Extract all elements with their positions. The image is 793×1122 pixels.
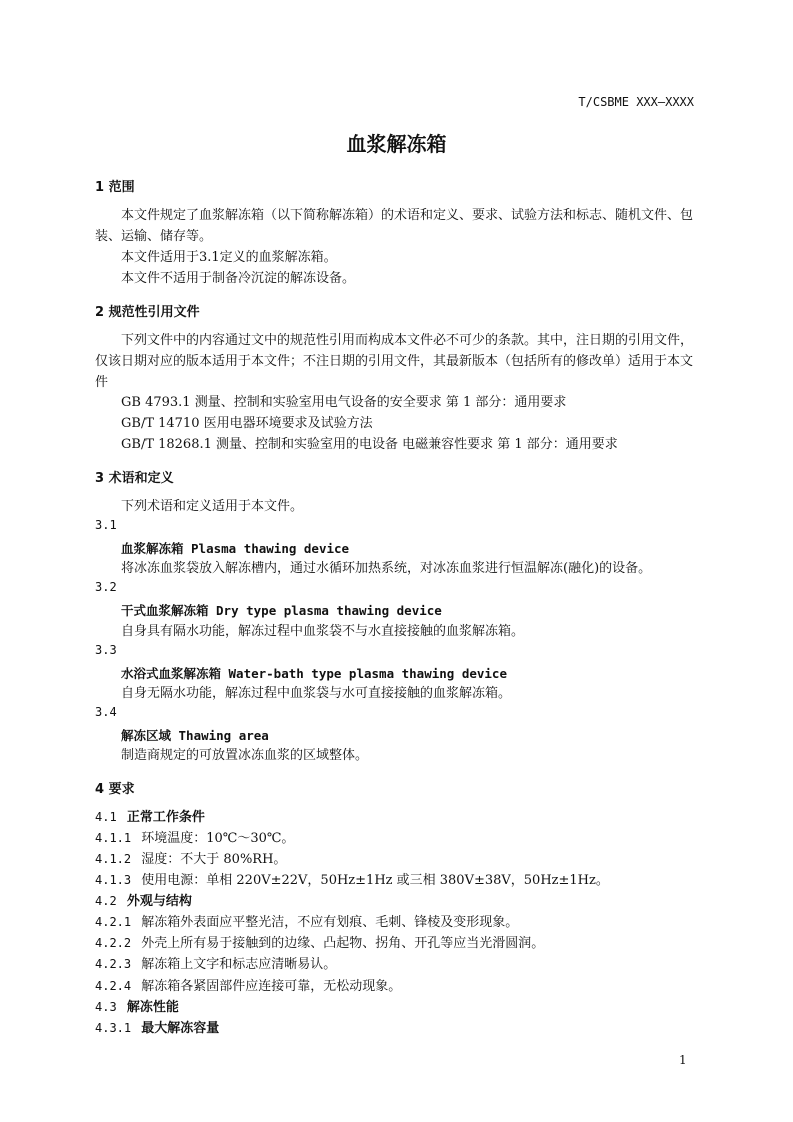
section-1-paragraph-2: 本文件适用于3.1定义的血浆解冻箱。 [121, 250, 337, 265]
clause-number: 4.1.2 [95, 852, 132, 866]
section-3-heading: 3 术语和定义 [95, 471, 174, 486]
term-definition: 制造商规定的可放置冰冻血浆的区域整体。 [121, 748, 369, 763]
term-number: 3.4 [95, 705, 117, 719]
document-code: T/CSBME XXX—XXXX [578, 95, 694, 109]
term-definition: 自身无隔水功能，解冻过程中血浆袋与水可直接接触的血浆解冻箱。 [121, 686, 512, 701]
clause-line [95, 891, 192, 912]
clause-line [95, 828, 294, 849]
clause-text: 外观与结构 [126, 894, 192, 909]
term-number: 3.1 [95, 518, 117, 532]
section-3-intro: 下列术语和定义适用于本文件。 [121, 499, 304, 514]
clause-number: 4.2.4 [95, 979, 132, 993]
clause-number: 4.2.1 [95, 915, 132, 929]
clause-number: 4.1.3 [95, 873, 132, 887]
section-1-paragraph-3: 本文件不适用于制备冷沉淀的解冻设备。 [121, 271, 356, 286]
clause-line [95, 976, 401, 997]
clause-text: 最大解冻容量 [141, 1021, 220, 1036]
clause-line [95, 870, 609, 891]
clause-number: 4.3.1 [95, 1021, 132, 1035]
clause-line [95, 1018, 219, 1039]
clause-text: 环境温度：10℃～30℃。 [141, 831, 295, 846]
term-name: 血浆解冻箱 Plasma thawing device [121, 541, 350, 556]
document-title: 血浆解冻箱 [346, 132, 447, 156]
clause-number: 4.1 [95, 810, 117, 824]
clause-line [95, 912, 518, 933]
section-1-paragraph-1: 本文件规定了血浆解冻箱（以下简称解冻箱）的术语和定义、要求、试验方法和标志、随机文件、包装、运输、储存等。 [95, 208, 694, 244]
clause-number: 4.2.3 [95, 957, 132, 971]
clause-text: 解冻箱各紧固部件应连接可靠，无松动现象。 [141, 979, 402, 994]
page-number: 1 [679, 1053, 687, 1067]
clause-text: 使用电源：单相 220V±22V，50Hz±1Hz 或三相 380V±38V，50Hz±1Hz。 [141, 873, 609, 888]
normative-reference: GB/T 18268.1 测量、控制和实验室用的电设备 电磁兼容性要求 第 1 部分：通用要求 [121, 437, 618, 452]
term-definition: 将冰冻血浆袋放入解冻槽内，通过水循环加热系统，对冰冻血浆进行恒温解冻(融化)的设备。 [121, 561, 652, 576]
term-number: 3.3 [95, 643, 117, 657]
section-4-heading: 4 要求 [95, 782, 135, 797]
clause-text: 解冻性能 [126, 1000, 179, 1015]
clause-text: 解冻箱上文字和标志应清晰易认。 [141, 957, 337, 972]
clause-line [95, 849, 286, 870]
section-2-paragraph-1: 下列文件中的内容通过文中的规范性引用而构成本文件必不可少的条款。其中，注日期的引用文件，仅该日期对应的版本适用于本文件；不注日期的引用文件，其最新版本（包括所有的修改单）适用于本文件 [95, 333, 694, 390]
normative-reference: GB/T 14710 医用电器环境要求及试验方法 [121, 416, 373, 431]
term-name: 干式血浆解冻箱 Dry type plasma thawing device [121, 603, 442, 618]
clause-number: 4.2.2 [95, 936, 132, 950]
section-2-heading: 2 规范性引用文件 [95, 305, 200, 320]
clause-number: 4.2 [95, 894, 117, 908]
clause-number: 4.1.1 [95, 831, 132, 845]
term-definition: 自身具有隔水功能，解冻过程中血浆袋不与水直接接触的血浆解冻箱。 [121, 624, 525, 639]
clause-text: 湿度：不大于 80%RH。 [141, 852, 287, 867]
section-1-heading: 1 范围 [95, 180, 135, 195]
clause-line [95, 997, 179, 1018]
normative-reference: GB 4793.1 测量、控制和实验室用电气设备的安全要求 第 1 部分：通用要求 [121, 395, 567, 410]
clause-line [95, 807, 205, 828]
clause-text: 外壳上所有易于接触到的边缘、凸起物、拐角、开孔等应当光滑圆润。 [141, 936, 545, 951]
clause-text: 正常工作条件 [126, 810, 205, 825]
clause-line [95, 933, 544, 954]
clause-number: 4.3 [95, 1000, 117, 1014]
term-number: 3.2 [95, 580, 117, 594]
term-name: 水浴式血浆解冻箱 Water-bath type plasma thawing device [121, 666, 507, 681]
clause-text: 解冻箱外表面应平整光洁，不应有划痕、毛刺、锋棱及变形现象。 [141, 915, 519, 930]
clause-line [95, 954, 336, 975]
term-name: 解冻区域 Thawing area [121, 728, 269, 743]
